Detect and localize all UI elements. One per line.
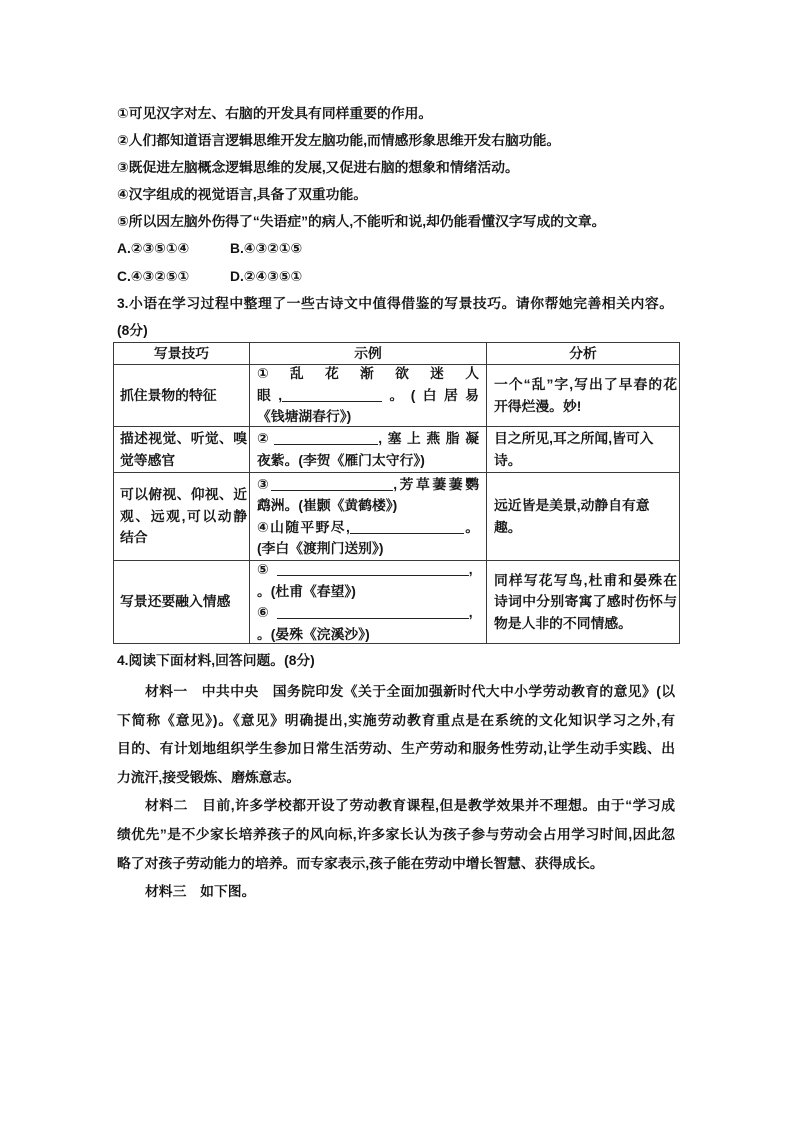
choice-b: B.④③②①⑤ xyxy=(230,241,303,257)
example-text: ⑥ xyxy=(257,605,269,620)
example-text: ⑤ xyxy=(257,562,269,577)
analysis-line: 开得烂漫。妙! xyxy=(494,398,582,414)
example-text: 。 xyxy=(463,519,480,535)
table-header-technique: 写景技巧 xyxy=(114,343,250,365)
material-3-line: 材料三 如下图。 xyxy=(145,884,256,900)
technique-line: 结合 xyxy=(120,530,148,546)
technique-cell-2 xyxy=(114,427,250,473)
example-line: 。(晏殊《浣溪沙》) xyxy=(257,626,370,642)
example-text: ④山随平野尽, xyxy=(257,519,350,535)
analysis-line: 诗词中分别寄寓了感时伤怀与 xyxy=(494,594,677,610)
material-1-line: 材料一 中共中央 国务院印发《关于全面加强新时代大中小学劳动教育的意见》(以 xyxy=(145,684,675,699)
example-text: ,塞上燕脂凝 xyxy=(378,431,479,446)
sentence-3: ③既促进左脑概念逻辑思维的发展,又促进右脑的想象和情绪活动。 xyxy=(117,160,519,176)
question-2-block xyxy=(117,100,673,344)
question-3-stem: 3.小语在学习过程中整理了一些古诗文中值得借鉴的写景技巧。请你帮她完善相关内容。 xyxy=(117,295,673,311)
scenery-techniques-table xyxy=(113,342,680,644)
example-line xyxy=(257,474,479,496)
answer-blank-6 xyxy=(277,617,469,619)
example-line: 鹉洲。(崔颢《黄鹤楼》) xyxy=(257,498,398,513)
example-text: , xyxy=(468,605,473,620)
choice-row-cd xyxy=(117,263,673,290)
technique-cell-1 xyxy=(114,365,250,427)
analysis-cell-2 xyxy=(487,427,679,473)
technique-line: 描述视觉、听觉、嗅 xyxy=(120,431,247,446)
sentence-5: ⑤所以因左脑外伤得了“失语症”的病人,不能听和说,却仍能看懂汉字写成的文章。 xyxy=(117,214,606,230)
technique-cell-3 xyxy=(114,473,250,561)
material-2-line: 略了对孩子劳动能力的培养。而专家表示,孩子能在劳动中增长智慧、获得成长。 xyxy=(117,855,604,871)
example-line xyxy=(257,602,479,624)
sentence-2: ②人们都知道语言逻辑思维开发左脑功能,而情感形象思维开发右脑功能。 xyxy=(117,133,561,149)
example-line: 《钱塘湖春行》) xyxy=(257,409,352,425)
answer-blank-2 xyxy=(274,443,378,445)
choice-c: C.④③②⑤① xyxy=(117,268,190,284)
material-1-line: 下简称《意见》)。《意见》明确提出,实施劳动教育重点是在系统的文化知识学习之外,有 xyxy=(117,712,675,728)
technique-line: 抓住景物的特征 xyxy=(120,387,217,403)
material-2-line: 绩优先”是不少家长培养孩子的风向标,许多家长认为孩子参与劳动会占用学习时间,因此忽 xyxy=(117,826,675,842)
analysis-cell-3 xyxy=(487,473,679,561)
technique-line: 观、远观,可以动静 xyxy=(120,508,247,524)
answer-blank-4 xyxy=(350,532,464,534)
technique-cell-4 xyxy=(114,561,250,643)
technique-line: 写景还要融入情感 xyxy=(120,594,231,610)
example-line: (李白《渡荆门送别》) xyxy=(257,541,384,556)
material-1-line: 目的、有计划地组织学生参加日常生活劳动、生产劳动和服务性劳动,让学生动手实践、出 xyxy=(117,741,675,757)
technique-line: 可以俯视、仰视、近 xyxy=(120,487,247,503)
analysis-line: 一个“乱”字,写出了早春的花 xyxy=(494,377,677,392)
example-cell-1 xyxy=(250,365,487,427)
question-3-score: (8分) xyxy=(117,322,148,338)
analysis-line: 物是人非的不同情感。 xyxy=(494,615,632,631)
answer-blank-3 xyxy=(271,489,393,491)
example-text: 眼, xyxy=(257,387,283,403)
example-text: ③ xyxy=(257,476,272,492)
material-2-line: 材料二 目前,许多学校都开设了劳动教育课程,但是教学效果并不理想。由于“学习成 xyxy=(145,798,675,814)
sentence-4: ④汉字组成的视觉语言,具备了双重功能。 xyxy=(117,187,368,203)
sentence-1: ①可见汉字对左、右脑的开发具有同样重要的作用。 xyxy=(117,106,433,121)
analysis-line: 同样写花写鸟,杜甫和晏殊在 xyxy=(494,572,677,588)
choice-d: D.②④③⑤① xyxy=(230,268,303,284)
example-line: ①乱花渐欲迷人 xyxy=(257,366,479,382)
question-4-materials xyxy=(117,678,675,907)
question-4-stem: 4.阅读下面材料,回答问题。(8分) xyxy=(117,653,315,668)
example-line xyxy=(257,428,479,450)
answer-blank-5 xyxy=(277,574,469,576)
example-text: ,芳草萋萋鹦 xyxy=(393,476,479,492)
example-text: , xyxy=(468,562,473,577)
analysis-cell-4 xyxy=(487,561,679,643)
table-header-example: 示例 xyxy=(250,343,487,365)
analysis-line: 目之所见,耳之所闻,皆可入诗。 xyxy=(494,431,654,468)
material-1-line: 力流汗,接受锻炼、磨炼意志。 xyxy=(117,769,301,785)
example-line xyxy=(257,559,479,581)
analysis-line: 远近皆是美景,动静自有意趣。 xyxy=(494,498,650,535)
example-cell-3 xyxy=(250,473,487,561)
example-line xyxy=(257,517,479,539)
table-header-analysis: 分析 xyxy=(487,343,679,365)
choice-row-ab xyxy=(117,235,673,262)
choice-a: A.②③⑤①④ xyxy=(117,241,190,257)
example-line: 夜紫。(李贺《雁门太守行》) xyxy=(257,452,425,468)
example-cell-4 xyxy=(250,561,487,643)
analysis-cell-1 xyxy=(487,365,679,427)
example-text: 。(白居易 xyxy=(382,387,479,403)
example-cell-2 xyxy=(250,427,487,473)
example-line: 。(杜甫《春望》) xyxy=(257,583,356,599)
example-line xyxy=(257,385,479,407)
technique-line: 觉等感官 xyxy=(120,452,176,468)
example-text: ② xyxy=(257,431,275,446)
answer-blank-1 xyxy=(282,400,382,402)
